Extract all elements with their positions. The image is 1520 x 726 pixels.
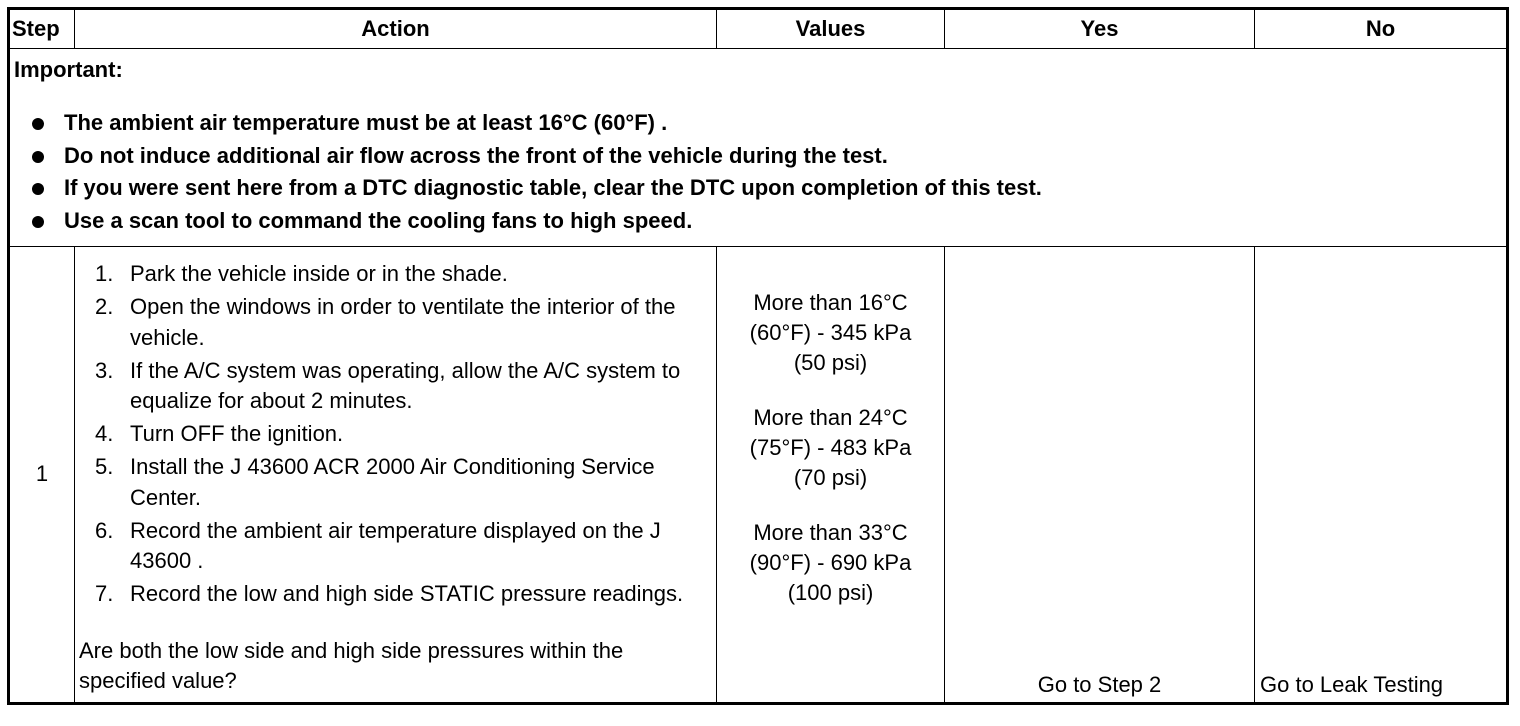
value-temp: More than 33°C bbox=[753, 520, 908, 546]
diagnostic-table bbox=[7, 7, 1509, 705]
action-step-text: Park the vehicle inside or in the shade. bbox=[130, 261, 508, 286]
value-pressure-kpa: (75°F) - 483 kPa bbox=[749, 435, 912, 461]
action-step bbox=[79, 516, 712, 577]
value-spec bbox=[717, 288, 944, 378]
important-row bbox=[9, 49, 1508, 247]
action-step-text: Record the ambient air temperature displayed on the J 43600 . bbox=[130, 517, 661, 573]
action-step-text: If the A/C system was operating, allow the A/C system to equalize for about 2 minutes. bbox=[130, 357, 681, 413]
action-step bbox=[79, 452, 712, 513]
important-item-text: The ambient air temperature must be at least 16°C (60°F) . bbox=[64, 110, 668, 135]
action-step-number: 3. bbox=[95, 357, 114, 383]
action-step bbox=[79, 356, 712, 417]
header-row bbox=[9, 9, 1508, 49]
value-pressure-psi: (100 psi) bbox=[787, 580, 874, 606]
action-step-text: Turn OFF the ignition. bbox=[130, 421, 344, 446]
action-step-number: 7. bbox=[95, 581, 114, 606]
values-cell bbox=[717, 247, 945, 704]
value-temp: More than 24°C bbox=[753, 405, 908, 431]
action-step bbox=[79, 259, 712, 290]
header-step: Step bbox=[9, 9, 75, 49]
important-item bbox=[14, 107, 1502, 140]
action-step-number: 5. bbox=[95, 454, 114, 479]
action-step-number: 6. bbox=[95, 517, 114, 543]
action-step-number: 2. bbox=[95, 294, 114, 319]
important-cell bbox=[9, 49, 1508, 247]
action-step bbox=[79, 579, 712, 610]
action-step-text: Install the J 43600 ACR 2000 Air Conditioning Service Center. bbox=[130, 454, 655, 510]
header-action: Action bbox=[75, 9, 717, 49]
value-pressure-psi: (70 psi) bbox=[793, 465, 868, 491]
action-step-text: Record the low and high side STATIC pressure readings. bbox=[130, 581, 684, 606]
action-step-number: 1. bbox=[95, 261, 114, 286]
important-title: Important: bbox=[14, 57, 123, 82]
bullet-icon bbox=[32, 151, 44, 163]
no-cell: Go to Leak Testing bbox=[1255, 247, 1508, 704]
important-item-text: Do not induce additional air flow across the front of the vehicle during the test. bbox=[64, 142, 888, 168]
header-values: Values bbox=[717, 9, 945, 49]
bullet-icon bbox=[32, 118, 44, 130]
value-spec bbox=[717, 518, 944, 608]
step-number: 1 bbox=[9, 247, 75, 704]
value-spec bbox=[717, 403, 944, 493]
important-item-text: Use a scan tool to command the cooling fans to high speed. bbox=[64, 207, 693, 233]
action-steps bbox=[79, 259, 712, 610]
action-question: Are both the low side and high side pressures within the specified value? bbox=[79, 637, 624, 693]
step-row-1 bbox=[9, 247, 1508, 704]
action-step-text: Open the windows in order to ventilate the interior of the vehicle. bbox=[130, 294, 676, 350]
important-item bbox=[14, 140, 1502, 173]
header-yes: Yes bbox=[945, 9, 1255, 49]
important-list bbox=[14, 107, 1502, 237]
value-pressure-kpa: (90°F) - 690 kPa bbox=[749, 550, 912, 576]
bullet-icon bbox=[32, 183, 44, 195]
action-step bbox=[79, 419, 712, 450]
action-cell bbox=[75, 247, 717, 704]
important-item bbox=[14, 205, 1502, 238]
yes-cell: Go to Step 2 bbox=[945, 247, 1255, 704]
value-temp: More than 16°C bbox=[753, 290, 908, 316]
important-item bbox=[14, 172, 1502, 205]
action-step bbox=[79, 292, 712, 353]
bullet-icon bbox=[32, 216, 44, 228]
value-pressure-kpa: (60°F) - 345 kPa bbox=[749, 320, 912, 346]
value-pressure-psi: (50 psi) bbox=[793, 350, 868, 376]
action-step-number: 4. bbox=[95, 421, 114, 446]
important-item-text: If you were sent here from a DTC diagnostic table, clear the DTC upon completion of this test. bbox=[64, 175, 1042, 200]
header-no: No bbox=[1255, 9, 1508, 49]
